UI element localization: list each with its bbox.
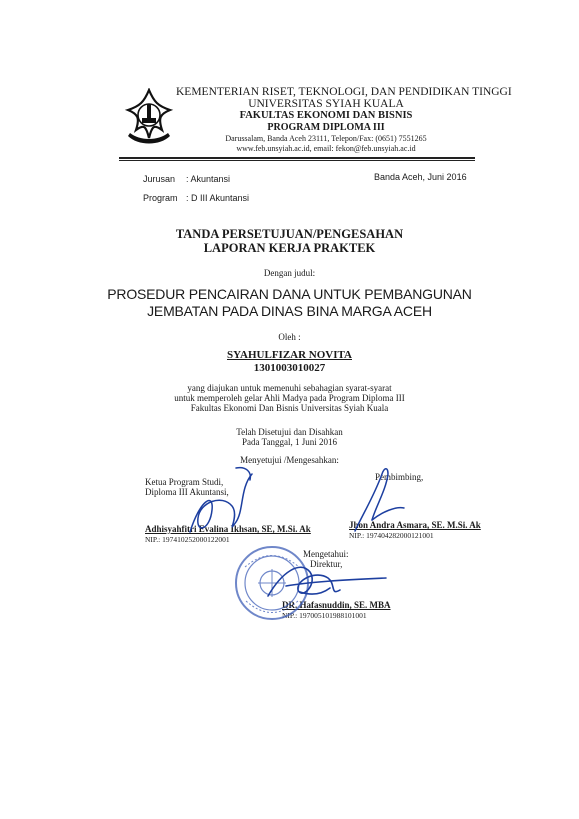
right-signature-icon (355, 469, 404, 531)
description-line1: yang diajukan untuk memenuhi sebahagian syarat-syarat (187, 383, 392, 393)
left-signatory-role2: Diploma III Akuntansi, (145, 487, 229, 497)
program-label: Program (143, 193, 178, 203)
bottom-signature-icon (268, 567, 386, 596)
oleh-label: Oleh : (278, 332, 301, 342)
jurusan-value: : Akuntansi (186, 174, 231, 184)
description-line3: Fakultas Ekonomi Dan Bisnis Universitas Syiah Kuala (190, 403, 389, 413)
right-signatory-name: Jhon Andra Asmara, SE. M.Si. Ak (349, 520, 481, 530)
left-signatory-role: Ketua Program Studi, (145, 477, 224, 487)
bottom-signatory-role2: Direktur, (310, 559, 343, 569)
document-subtitle: LAPORAN KERJA PRAKTEK (203, 241, 376, 255)
left-signature-icon (190, 468, 252, 532)
faculty-address: Darussalam, Banda Aceh 23111, Telepon/Fax: (0651) 7551265 (225, 134, 427, 143)
place-date: Banda Aceh, Juni 2016 (374, 172, 467, 182)
bottom-signatory-name: DR. Hafasnuddin, SE. MBA (282, 600, 391, 610)
menyetujui-label: Menyetujui /Mengesahkan: (240, 455, 339, 465)
faculty-name: FAKULTAS EKONOMI DAN BISNIS (239, 110, 413, 121)
university-name: UNIVERSITAS SYIAH KUALA (248, 98, 404, 110)
student-nim: 1301003010027 (253, 362, 326, 374)
student-name: SYAHULFIZAR NOVITA (227, 349, 352, 361)
program-value: : D III Akuntansi (186, 193, 250, 203)
approval-line2: Pada Tanggal, 1 Juni 2016 (242, 437, 337, 447)
dengan-judul-label: Dengan judul: (263, 268, 316, 278)
right-signatory-role: Pembimbing, (375, 472, 424, 482)
bottom-signatory-role: Mengetahui: (303, 549, 349, 559)
document-title: TANDA PERSETUJUAN/PENGESAHAN (175, 227, 404, 241)
ministry-name: KEMENTERIAN RISET, TEKNOLOGI, DAN PENDIDIKAN TINGGI (176, 86, 512, 98)
bottom-signatory-nip: NIP.: 197005101988101001 (282, 611, 367, 620)
approval-line1: Telah Disetujui dan Disahkan (236, 427, 343, 437)
program-name: PROGRAM DIPLOMA III (267, 122, 385, 133)
left-signatory-name: Adhisyahfitri Evalina Ikhsan, SE, M.Si. Ak (145, 524, 311, 534)
description-line2: untuk memperoleh gelar Ahli Madya pada Program Diploma III (174, 393, 405, 403)
project-title-line2: JEMBATAN PADA DINAS BINA MARGA ACEH (147, 303, 432, 319)
right-signatory-nip: NIP.: 197404282000121001 (349, 531, 434, 540)
university-stamp-icon (236, 547, 308, 619)
faculty-contact: www.feb.unsyiah.ac.id, email: fekon@feb.unsyiah.ac.id (236, 144, 416, 153)
left-signatory-nip: NIP.: 197410252000122001 (145, 535, 230, 544)
jurusan-label: Jurusan (143, 174, 176, 184)
project-title-line1: PROSEDUR PENCAIRAN DANA UNTUK PEMBANGUNAN (107, 286, 472, 302)
